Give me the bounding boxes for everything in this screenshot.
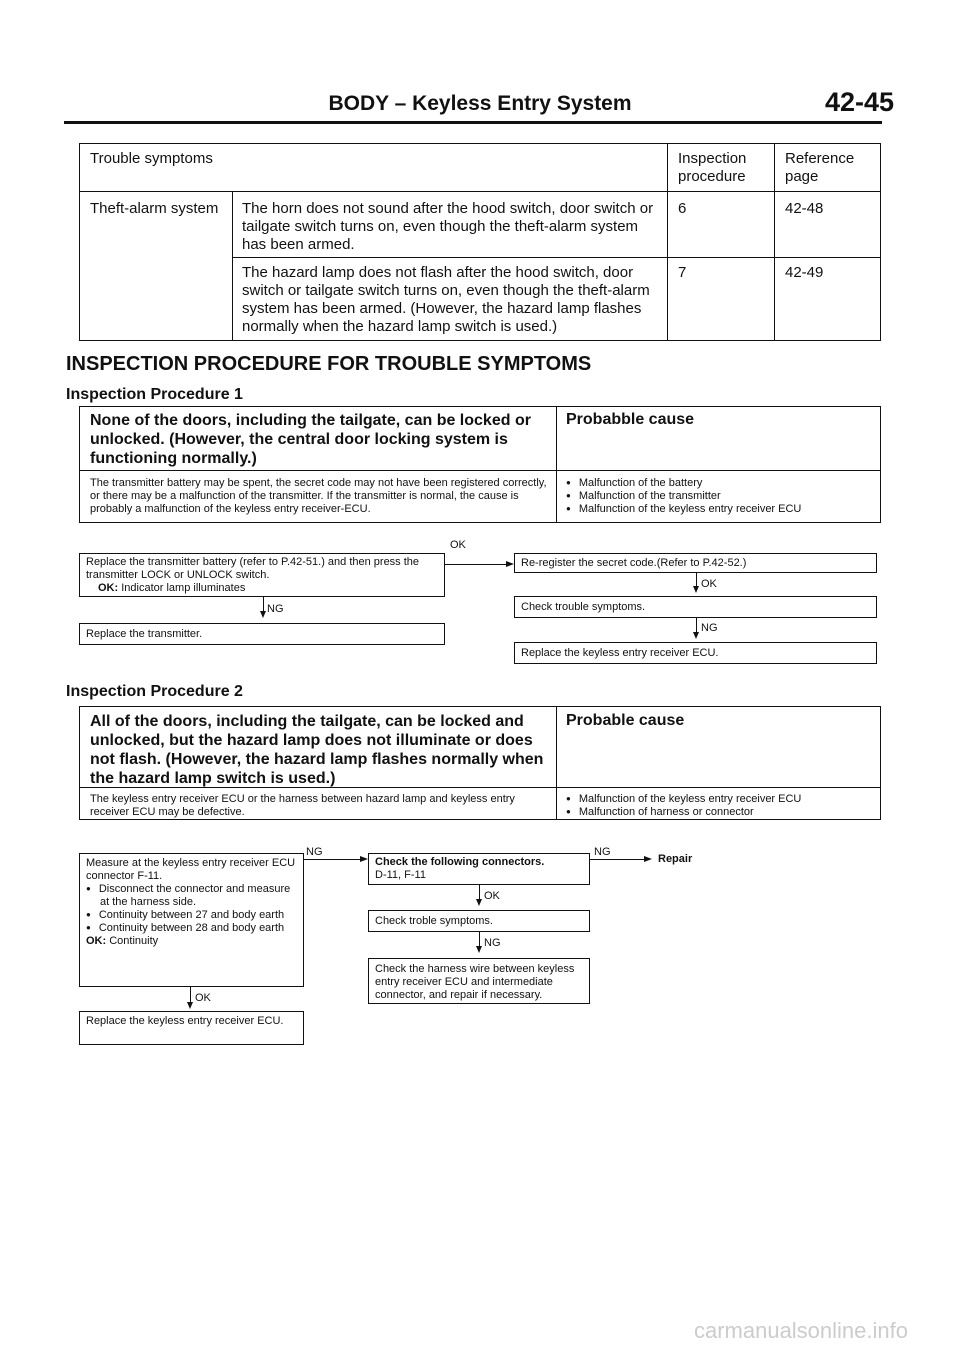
proc1-explanation: The transmitter battery may be spent, the secret code may not have been registered correctly, or there may be a malfunction of the transmitter. If the transmitter is normal, the cause is probably a malfunction of the keyless entry receiver-ECU. <box>90 477 547 515</box>
list-item: ● Malfunction of the keyless entry receiver ECU <box>566 793 801 806</box>
proc1-step1: Replace the transmitter battery (refer to P.42-51.) and then press the transmitter LOCK or UNLOCK switch. OK: Indicator lamp illuminates <box>79 553 445 597</box>
table-row-page: 42-49 <box>785 264 824 281</box>
proc1-symptom: None of the doors, including the tailgate, can be locked or unlocked. (However, the central door locking system is functioning normally.) <box>90 412 531 467</box>
table-header-reference: Reference page <box>785 150 855 185</box>
list-item: ● Malfunction of the keyless entry receiver ECU <box>566 503 801 516</box>
table-header-symptoms: Trouble symptoms <box>90 150 213 167</box>
proc2-box <box>79 706 881 820</box>
page-number: 42-45 <box>824 87 894 117</box>
proc2-ng-label: NG <box>306 846 323 858</box>
proc2-repair: Repair <box>658 853 693 865</box>
page-title: BODY – Keyless Entry System <box>328 92 632 115</box>
table-row-procedure: 7 <box>678 264 687 281</box>
table-row-description: The horn does not sound after the hood switch, door switch or tailgate switch turns on, even though the theft-alarm system has been armed. <box>242 200 654 253</box>
list-item: ● Malfunction of harness or connector <box>566 806 801 819</box>
proc2-step2: Replace the keyless entry receiver ECU. <box>79 1011 304 1045</box>
proc1-cause-list <box>566 477 801 516</box>
proc2-ok-label: OK <box>195 992 211 1004</box>
proc2-explanation: The keyless entry receiver ECU or the harness between hazard lamp and keyless entry receiver ECU may be defective. <box>90 793 515 818</box>
proc1-ng-label: NG <box>701 622 718 634</box>
proc1-ok-label: OK <box>701 578 717 590</box>
proc1-box <box>79 406 881 523</box>
proc1-step3: Re-register the secret code.(Refer to P.42-52.) <box>514 553 877 573</box>
proc1-cause-title: Probabble cause <box>566 411 695 428</box>
proc2-step1: Measure at the keyless entry receiver ECU connector F-11. ● Disconnect the connector and measure at the harness side. ● Continuity between 27 and body earth ● Continuity between 28 and body earth OK: Continuity <box>79 853 304 987</box>
proc1-ng-label: NG <box>267 603 284 615</box>
watermark: carmanualsonline.info <box>693 1318 908 1343</box>
proc2-cause-list <box>566 793 801 819</box>
proc2-step5: Check the harness wire between keyless entry receiver ECU and intermediate connector, and repair if necessary. <box>368 958 590 1004</box>
header-rule <box>64 121 882 124</box>
proc2-symptom: All of the doors, including the tailgate, can be locked and unlocked, but the hazard lamp does not illuminate or does not flash. (However, the hazard lamp flashes normally when the hazard lamp switch is used.) <box>90 713 544 787</box>
proc2-ng-label: NG <box>484 937 501 949</box>
list-item: ● Malfunction of the battery <box>566 477 801 490</box>
proc2-cause-title: Probable cause <box>566 712 685 729</box>
table-row-procedure: 6 <box>678 200 687 217</box>
proc1-step4: Check trouble symptoms. <box>514 596 877 618</box>
table-header-procedure: Inspection procedure <box>678 150 747 185</box>
proc2-step3: Check the following connectors. D-11, F-11 <box>368 853 590 885</box>
proc1-heading: Inspection Procedure 1 <box>66 386 243 403</box>
proc2-step4: Check troble symptoms. <box>368 910 590 932</box>
list-item: ● Continuity between 27 and body earth <box>86 909 297 922</box>
table-row-page: 42-48 <box>785 200 824 217</box>
proc2-heading: Inspection Procedure 2 <box>66 683 243 700</box>
list-item: ● Malfunction of the transmitter <box>566 490 801 503</box>
list-item: ● Disconnect the connector and measure at the harness side. <box>86 883 297 909</box>
proc2-ok-label: OK <box>484 890 500 902</box>
list-item: ● Continuity between 28 and body earth <box>86 922 297 935</box>
proc2-ng-label: NG <box>594 846 611 858</box>
table-row-description: The hazard lamp does not flash after the hood switch, door switch or tailgate switch turns on, even though the theft-alarm system has been armed. (However, the hazard lamp flashes normally when the hazard lamp switch is used.) <box>242 264 650 335</box>
section-title: INSPECTION PROCEDURE FOR TROUBLE SYMPTOMS <box>66 353 592 375</box>
proc1-ok-label: OK <box>450 539 466 551</box>
symptom-table <box>79 143 881 341</box>
proc1-step2: Replace the transmitter. <box>79 623 445 645</box>
proc1-step5: Replace the keyless entry receiver ECU. <box>514 642 877 664</box>
table-category: Theft-alarm system <box>90 200 219 217</box>
